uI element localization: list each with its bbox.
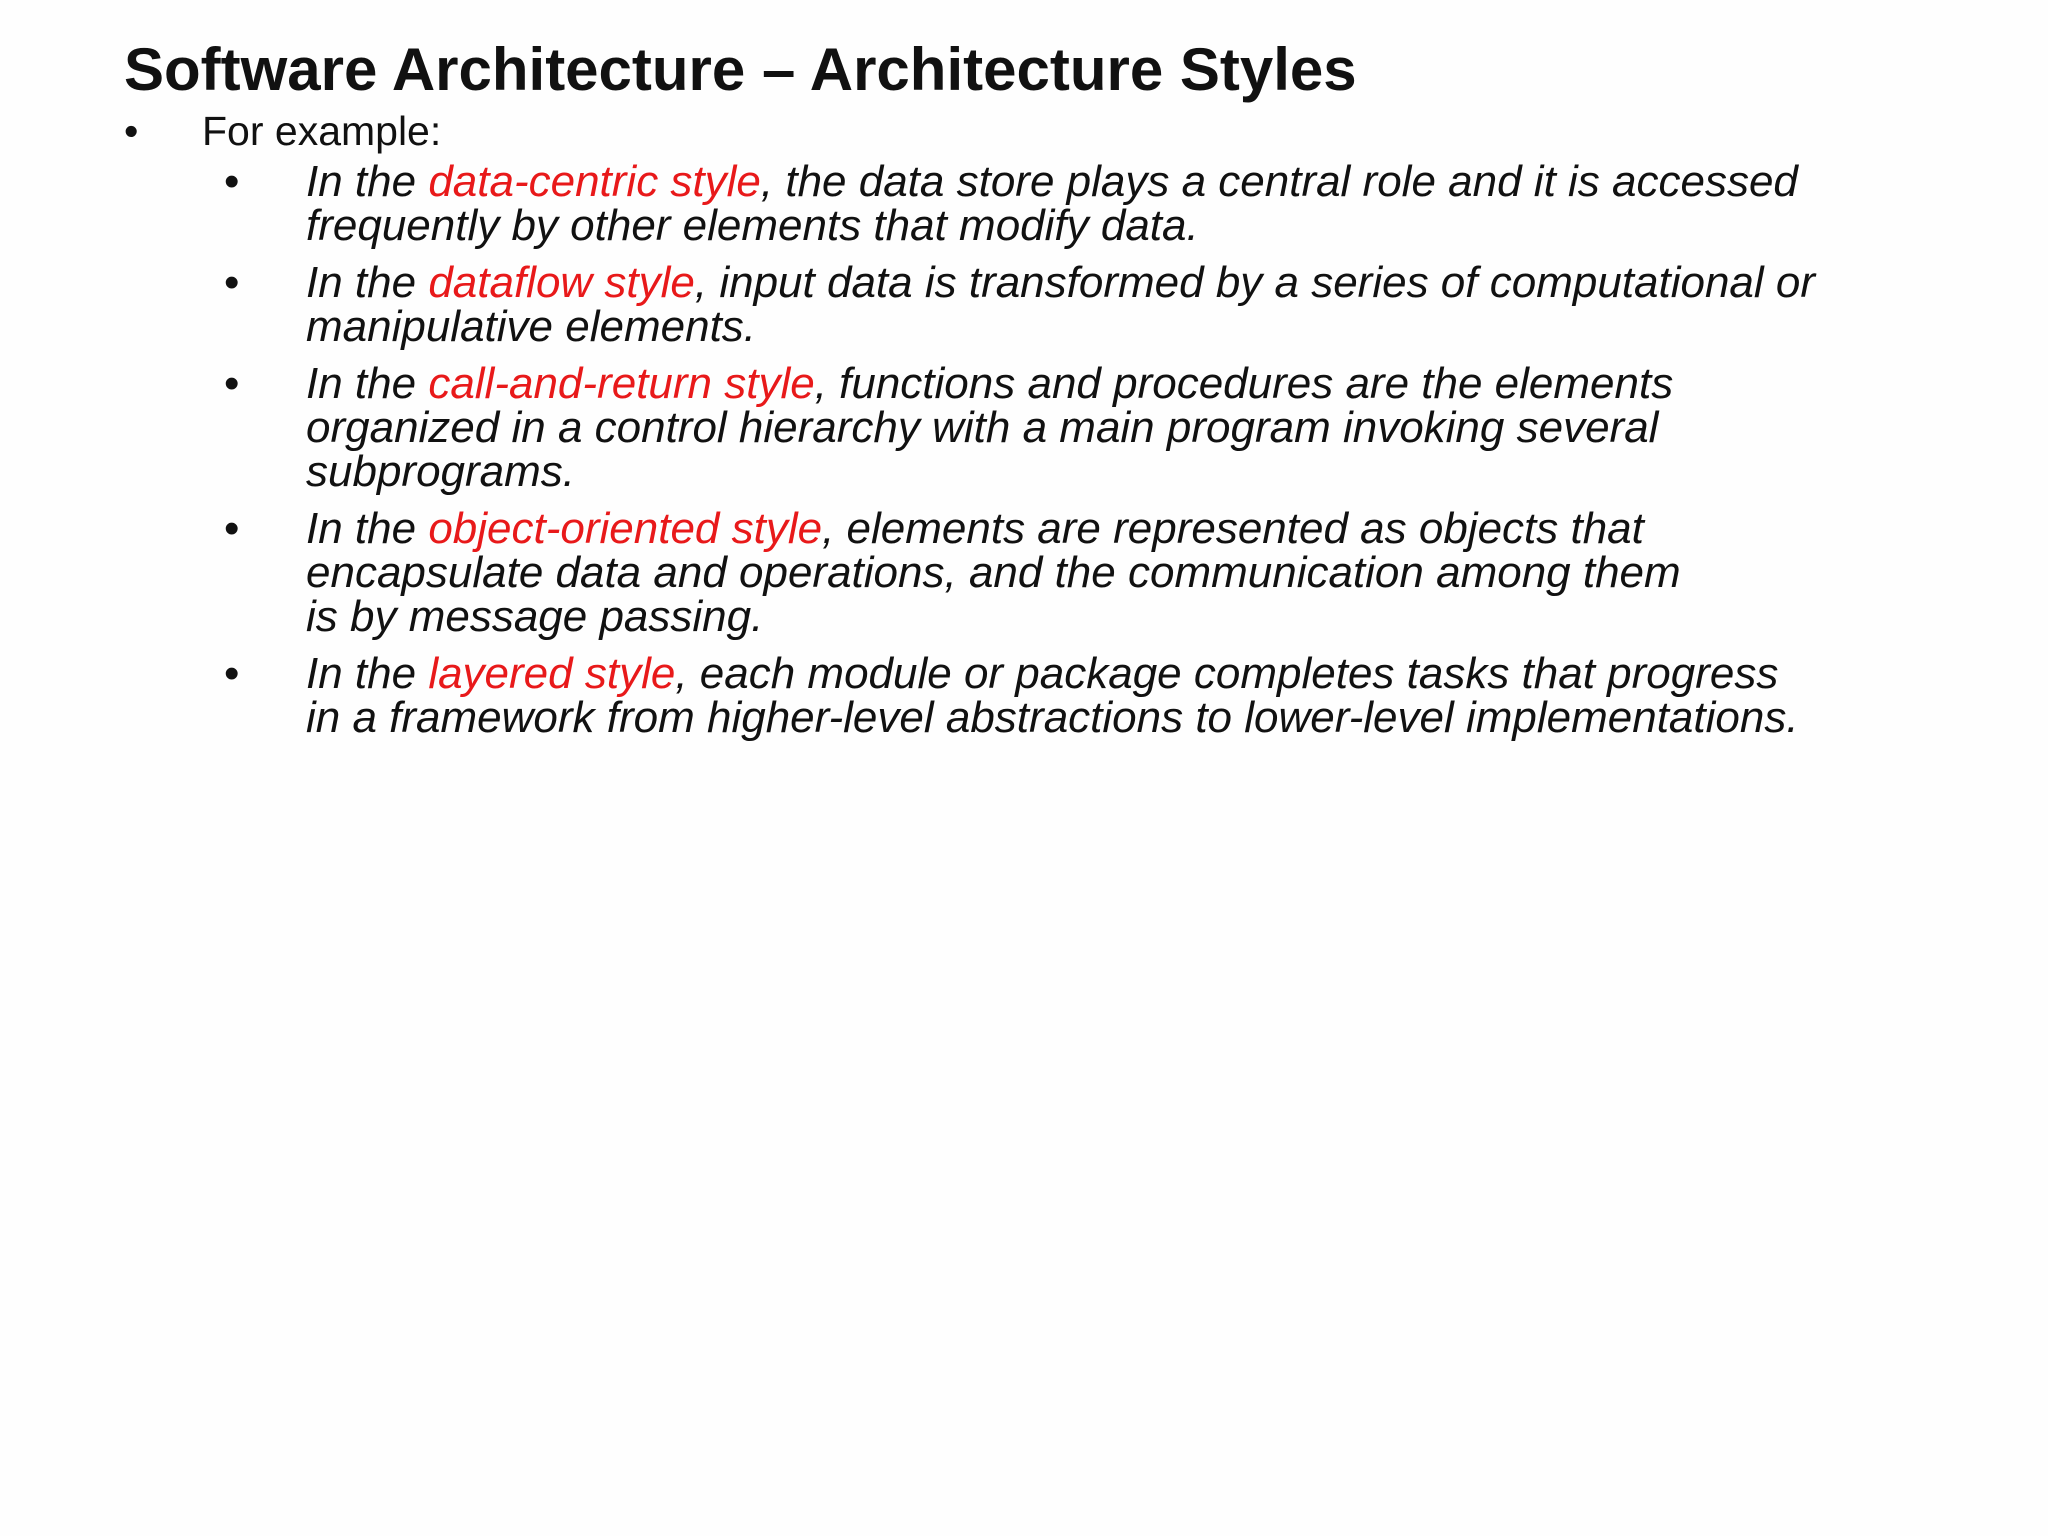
bullet-icon: •: [124, 108, 139, 154]
style-text: , elements are represented as objects that: [822, 504, 1644, 553]
style-line: organized in a control hierarchy with a main program invoking several: [306, 403, 1659, 452]
style-prefix: In the: [306, 504, 429, 553]
style-line: encapsulate data and operations, and the communication among them: [306, 548, 1681, 597]
style-line: manipulative elements.: [306, 302, 757, 351]
style-term: object-oriented style: [428, 504, 823, 553]
style-line: subprograms.: [306, 447, 576, 496]
style-item-dataflow: [224, 258, 2004, 351]
style-line: [306, 359, 2004, 408]
style-line: [306, 258, 2004, 307]
style-term: layered style: [428, 649, 676, 698]
style-line: [306, 504, 2004, 553]
top-bullet: [124, 106, 441, 156]
style-item-layered: [224, 649, 2004, 742]
style-prefix: In the: [306, 157, 429, 206]
style-term: dataflow style: [428, 258, 695, 307]
style-text: , functions and procedures are the elements: [814, 359, 1674, 408]
style-text: , each module or package completes tasks that progress: [675, 649, 1779, 698]
style-line: frequently by other elements that modify data.: [306, 201, 1199, 250]
style-list: [224, 157, 2004, 753]
style-term: call-and-return style: [428, 359, 815, 408]
style-line: [306, 157, 2004, 206]
bullet-icon: •: [224, 258, 240, 307]
style-term: data-centric style: [428, 157, 761, 206]
style-item-data-centric: [224, 157, 2004, 250]
bullet-icon: •: [224, 649, 240, 698]
style-item-call-and-return: [224, 359, 2004, 496]
slide-title: Software Architecture – Architecture Styles: [124, 36, 1357, 103]
style-prefix: In the: [306, 258, 429, 307]
style-line: is by message passing.: [306, 592, 764, 641]
style-item-object-oriented: [224, 504, 2004, 641]
style-text: , input data is transformed by a series of computational or: [694, 258, 1816, 307]
bullet-icon: •: [224, 157, 240, 206]
bullet-icon: •: [224, 504, 240, 553]
style-line: [306, 649, 2004, 698]
style-line: in a framework from higher-level abstractions to lower-level implementations.: [306, 693, 1799, 742]
style-prefix: In the: [306, 359, 429, 408]
top-bullet-text: For example:: [202, 108, 442, 154]
style-text: , the data store plays a central role and it is accessed: [760, 157, 1798, 206]
bullet-icon: •: [224, 359, 240, 408]
style-prefix: In the: [306, 649, 429, 698]
